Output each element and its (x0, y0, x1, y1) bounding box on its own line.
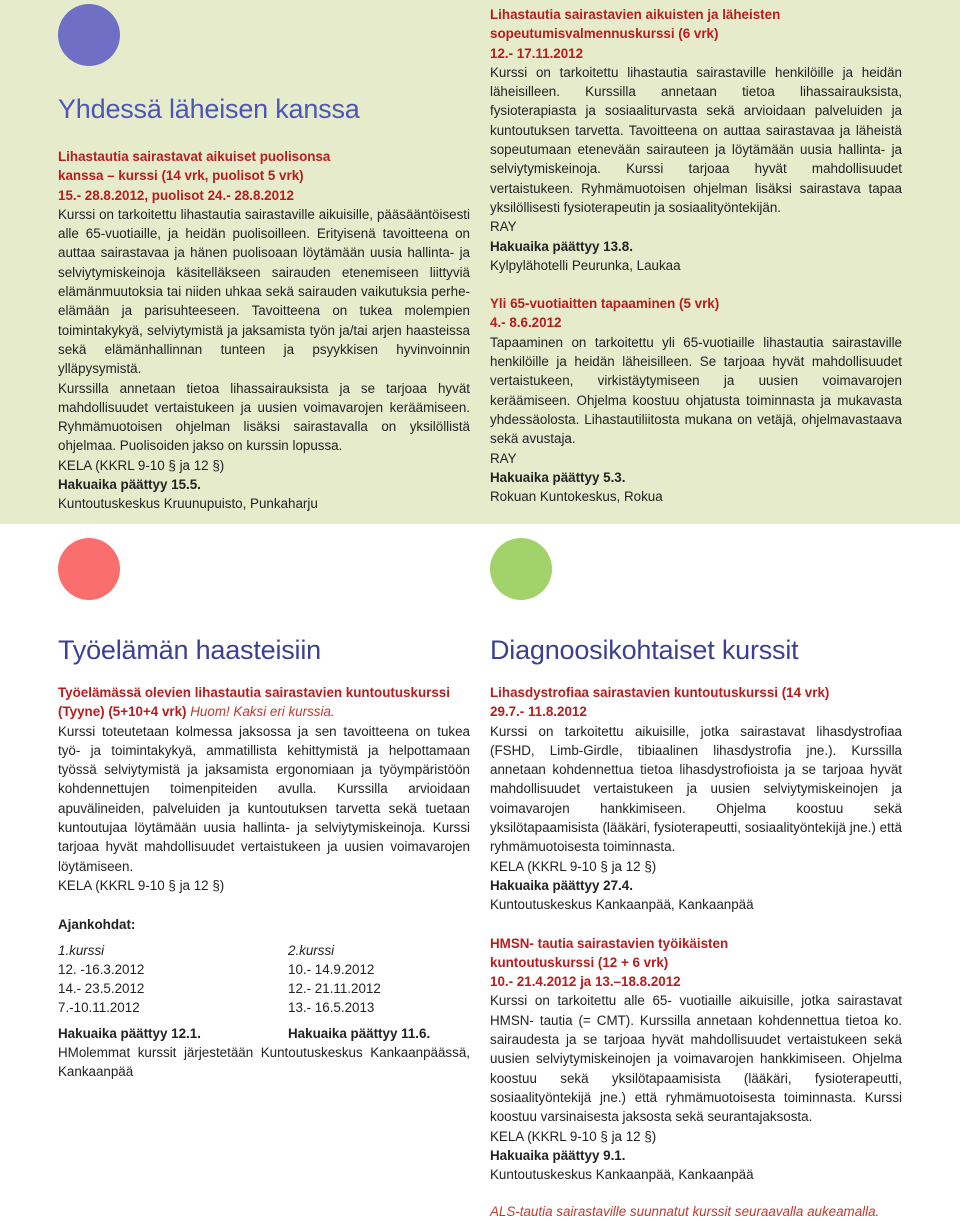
footnote: ALS-tautia sairastaville suunnatut kurssit seuraavalla aukeamalla. (490, 1204, 880, 1220)
course1-date: 7.-10.11.2012 (58, 1000, 140, 1016)
course-description: Kurssilla annetaan tietoa lihassairauksista ja se tarjoaa hyvät mahdollisuudet vertaistukeen ja uusien voimavarojen keräämiseen. Ryhmämuotoisen ohjelman lisäksi sairastavalla on yksilöllistä ohjelmaa. Puolisoiden jakso on kurssin lopussa. (58, 380, 470, 454)
course-description: Kurssi toteutetaan kolmessa jaksossa ja sen tavoitteena on tukea työ- ja toimintakykyä, ammatillista kehittymistä ja helpottamaan työssä selviytymistä ja jaksamista ergonomiaan ja työympäristöön kohdennettujen toimenpiteiden avulla. Kurssilla arvioidaan apuvälineiden, palveluiden ja kuntoutuksen tarvetta sekä tuetaan kuntoutujaa löytämään uusia hallinta- ja selviytymiskeinoja. Kurssi tarjoaa hyvät mahdollisuudet vertaistukeen ja uusien voimavarojen löytämiseen. (58, 723, 470, 874)
course1-label: 1.kurssi (58, 942, 105, 958)
course-title: kanssa – kurssi (14 vrk, puolisot 5 vrk) (58, 168, 304, 184)
course-title-text: Työelämässä olevien lihastautia sairastavien kuntoutuskurssi (Tyyne) (5+10+4 vrk) (58, 685, 450, 720)
table-row (58, 960, 470, 979)
blue-circle-icon (58, 4, 120, 66)
course2-date: 13.- 16.5.2013 (288, 1000, 375, 1016)
course-title: kuntoutuskurssi (12 + 6 vrk) (490, 954, 669, 970)
funding-info: RAY (490, 450, 517, 466)
application-deadline: Hakuaika päättyy 9.1. (490, 1147, 626, 1163)
course-title: HMSN- tautia sairastavien työikäisten (490, 935, 729, 951)
section-yhdessa (58, 93, 470, 514)
green-circle-icon (490, 538, 552, 600)
course-location: Rokuan Kuntokeskus, Rokua (490, 489, 663, 505)
section-sopeutumisvalmennus (490, 5, 902, 506)
red-circle-icon (58, 538, 120, 600)
funding-info: KELA (KKRL 9-10 § ja 12 §) (490, 1128, 657, 1144)
schedule-table (58, 941, 470, 1043)
table-row (58, 979, 470, 998)
section-heading: Diagnoosikohtaiset kurssit (490, 635, 799, 665)
course1-date: 14.- 23.5.2012 (58, 981, 145, 997)
course-dates: 29.7.- 11.8.2012 (490, 704, 587, 720)
dates-title: Ajankohdat: (58, 917, 136, 933)
course2-date: 12.- 21.11.2012 (288, 981, 381, 997)
application-deadline: Hakuaika päättyy 27.4. (490, 877, 633, 893)
course2-date: 10.- 14.9.2012 (288, 961, 375, 977)
funding-info: RAY (490, 219, 517, 235)
section-yli-65 (490, 294, 902, 506)
course-description: Tapaaminen on tarkoitettu yli 65-vuotiaille lihastautia sairastaville henkilöille ja heidän läheisilleen. Se tarjoaa hyvät mahdollisuudet vertaistukeen, virkistäytymiseen ja uusien voimavarojen keräämiseen. Ohjelma koostuu ohjatusta toiminnasta ja mukavasta yhdessäolosta. Lihastautiliitosta mukana on vetäjä, ohjelmavastaava sekä avustaja. (490, 334, 902, 447)
course-description: Kurssi on tarkoitettu lihastautia sairastaville aikuisille, pääsääntöisesti alle 65-vuotiaille, ja heidän puolisoilleen. Erityisenä tavoitteena on auttaa sairastavaa ja hänen puolisoaan löytämään uusia hallinta- ja selviytymiskeinoja käsitelläkseen sairauden etenemiseen liittyviä elämänmuutoksia tai niiden uhkaa sekä sairauden vaikutuksia perhe-elämään ja parisuhteeseen. Tavoitteena on tukea molempien toimintakykyä, selviytymistä ja jaksamista työn ja/tai arjen haasteissa sekä elämänhallinnan tunteen ja psyykkisen hyvinvoinnin ylläpysymistä. (58, 206, 470, 377)
course-location: Kuntoutuskeskus Kankaanpää, Kankaanpää (490, 1167, 754, 1183)
course-location: Kuntoutuskeskus Kankaanpää, Kankaanpää (490, 897, 754, 913)
funding-info: KELA (KKRL 9-10 § ja 12 §) (58, 877, 225, 893)
course-title: Lihasdystrofiaa sairastavien kuntoutuskurssi (14 vrk) (490, 685, 830, 700)
application-deadline: Hakuaika päättyy 5.3. (490, 469, 626, 485)
course-dates: 10.- 21.4.2012 ja 13.–18.8.2012 (490, 974, 681, 990)
table-row (58, 1024, 470, 1043)
section-heading: Yhdessä läheisen kanssa (58, 94, 360, 124)
course2-deadline: Hakuaika päättyy 11.6. (288, 1025, 431, 1041)
course-note: Huom! Kaksi eri kurssia. (190, 704, 335, 720)
course1-date: 12. -16.3.2012 (58, 961, 145, 977)
section-diagnoosikohtaiset (490, 634, 902, 1222)
funding-info: KELA (KKRL 9-10 § ja 12 §) (58, 457, 225, 473)
table-row (58, 941, 470, 960)
course-location: Kylpylähotelli Peurunka, Laukaa (490, 257, 681, 273)
course-dates: 4.- 8.6.2012 (490, 315, 562, 331)
funding-info: KELA (KKRL 9-10 § ja 12 §) (490, 858, 657, 874)
course2-label: 2.kurssi (288, 942, 335, 958)
section-heading: Työelämän haasteisiin (58, 635, 321, 665)
application-deadline: Hakuaika päättyy 13.8. (490, 238, 633, 254)
course-description: Kurssi on tarkoitettu aikuisille, jotka sairastavat lihasdystrofiaa (FSHD, Limb-Girdle, tibiaalinen lihasdystrofia jne.). Kurssilla annetaan kohdennettua tietoa lihasdystrofioista ja se tarjoaa hyvät mahdollisuudet vertaistukeen ja uusien selviytymiskeinojen ja voimavarojen hankkimiseen. Ohjelma koostuu sekä yksilötapaamisista (lääkäri, fysioterapeutti, sosiaalityöntekijä jne.) että ryhmämuotoisesta toiminnasta. (490, 723, 902, 855)
course1-deadline: Hakuaika päättyy 12.1. (58, 1025, 201, 1041)
course-title: Lihastautia sairastavat aikuiset puolisonsa (58, 149, 331, 164)
course-title: Lihastautia sairastavien aikuisten ja läheisten sopeutumisvalmennuskurssi (6 vrk) (490, 7, 781, 42)
table-row (58, 998, 470, 1017)
course-title: Yli 65-vuotiaitten tapaaminen (5 vrk) (490, 296, 720, 312)
course-dates: 12.- 17.11.2012 (490, 45, 584, 61)
course-dates: 15.- 28.8.2012, puolisot 24.- 28.8.2012 (58, 187, 294, 203)
course-description: Kurssi on tarkoitettu lihastautia sairastaville henkilöille ja heidän läheisilleen. Kurssilla annetaan tietoa lihassairauksista, fysioterapiasta ja sosiaaliturvasta sekä arvioidaan palveluiden ja kuntoutuksen tarvetta. Tavoitteena on auttaa sairastavaa ja läheistä sopeutumaan etenevään sairauteen ja löytämään uusia hallinta- ja selviytymiskeinoja. Kurssi tarjoaa hyvät mahdollisuudet vertaistukeen. Ryhmämuotoisen ohjelman lisäksi sairastava tapaa yksilöllisesti fysioterapeutin ja sosiaalityöntekijän. (490, 64, 902, 215)
section-tyoelaman-haasteisiin (58, 634, 470, 1082)
course-location: HMolemmat kurssit järjestetään Kuntoutuskeskus Kankaanpäässä, Kankaanpää (58, 1045, 470, 1080)
section-hmsn (490, 934, 902, 1222)
course-description: Kurssi on tarkoitettu alle 65- vuotiaille aikuisille, jotka sairastavat HMSN- tautia (= CMT). Kurssilla annetaan kohdennettua tietoa ko. sairaudesta ja se tarjoaa hyvät mahdollisuudet vertaistukeen sekä uusien selviytymiskeinojen ja voimavarojen hankkimiseen. Ohjelma koostuu sekä yksilötapaamisista (lääkäri, fysioterapeutti, sosiaalityöntekijä jne.) että ryhmämuotoisesta toiminnasta. Kurssi koostuu varsinaisesta jaksosta sekä seurantajaksosta. (490, 993, 902, 1125)
application-deadline: Hakuaika päättyy 15.5. (58, 477, 201, 493)
course-title (58, 683, 470, 722)
course-location: Kuntoutuskeskus Kruunupuisto, Punkaharju (58, 496, 318, 512)
